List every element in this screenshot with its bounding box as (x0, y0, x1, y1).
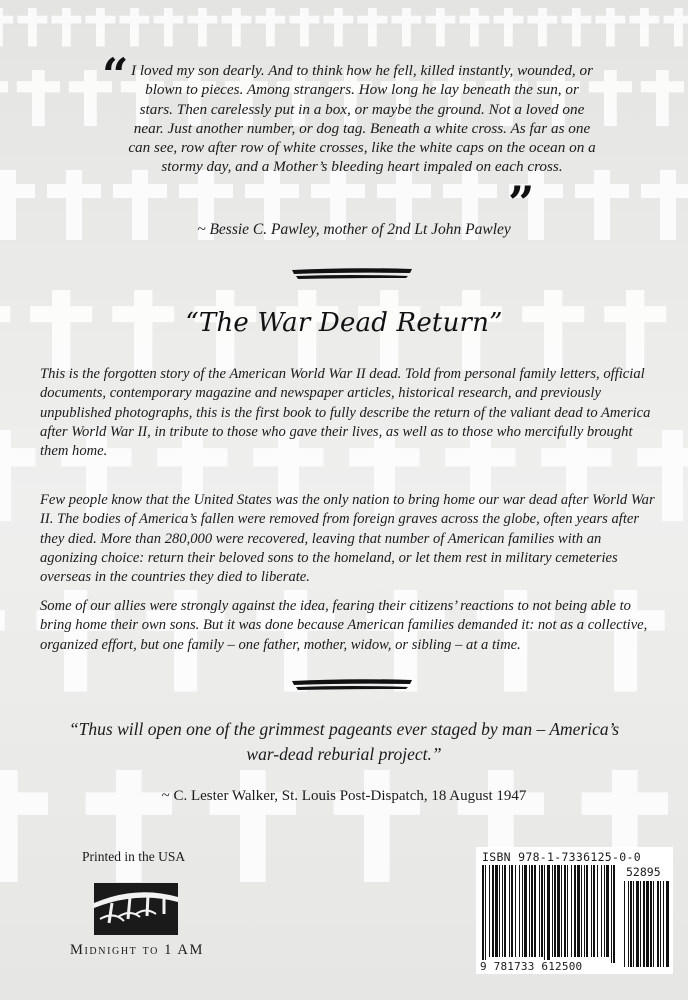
brush-divider-top (290, 266, 414, 280)
publisher-name: Midnight to 1 AM (70, 942, 204, 958)
paragraph-3: Some of our allies were strongly against the idea, fearing their citizens’ reactions to not being able to bring home their own sons. But it was done because American families demanded it: not as a collective, organized effort, but one family – one father, mother, widow, or sibling – at a time. (40, 598, 648, 653)
closing-quote-attribution: ~ C. Lester Walker, St. Louis Post-Dispatch, 18 August 1947 (161, 788, 527, 804)
barcode-digits: 9 781733 612500 (480, 960, 583, 973)
brush-divider-bottom (290, 677, 414, 691)
close-quote-mark: ” (508, 176, 535, 230)
book-title: “The War Dead Return” (185, 308, 503, 338)
paragraph-1: This is the forgotten story of the American World War II dead. Told from personal family letters, official documents, contemporary magazine and newspaper articles, historical research, and previously unpublished photographs, this is the first book to fully describe the return of the valiant dead to America after World War II, in tribute to those who gave their lives, as well as to those who mercifully brought them home. (40, 366, 651, 460)
opening-quote-attribution: ~ Bessie C. Pawley, mother of 2nd Lt John Pawley (197, 221, 511, 238)
opening-quote-text: I loved my son dearly. And to think how he fell, killed instantly, wounded, or blown to pieces. Among strangers. How long he lay beneath the sun, or stars. Then carelessly put in a box, or maybe the ground. Not a loved one near. Just another number, or dog tag. Beneath a white cross. As far as one can see, row after row of white crosses, like the white caps on the ocean on a stormy day, and a Mother’s bleeding heart impaled on each cross. (128, 62, 596, 176)
closing-quote-text: “Thus will open one of the grimmest pageants ever staged by man – America’s war-dead reburial project.” (68, 719, 620, 764)
price-code: 52895 (626, 865, 661, 879)
open-quote-mark: “ (102, 48, 129, 102)
isbn-number: ISBN 978-1-7336125-0-0 (482, 850, 641, 864)
printed-in-label: Printed in the USA (82, 849, 186, 864)
isbn-barcode (476, 847, 673, 974)
bridge-logo-icon (94, 883, 178, 935)
paragraph-2: Few people know that the United States was the only nation to bring home our war dead after World War II. The bodies of America’s fallen were removed from foreign graves across the globe, often years after they died. More than 280,000 were recovered, leaving that number of American families with an agonizing choice: return their beloved sons to the homeland, or let them rest in military cemeteries overseas in the countries they died to liberate. (40, 492, 655, 586)
